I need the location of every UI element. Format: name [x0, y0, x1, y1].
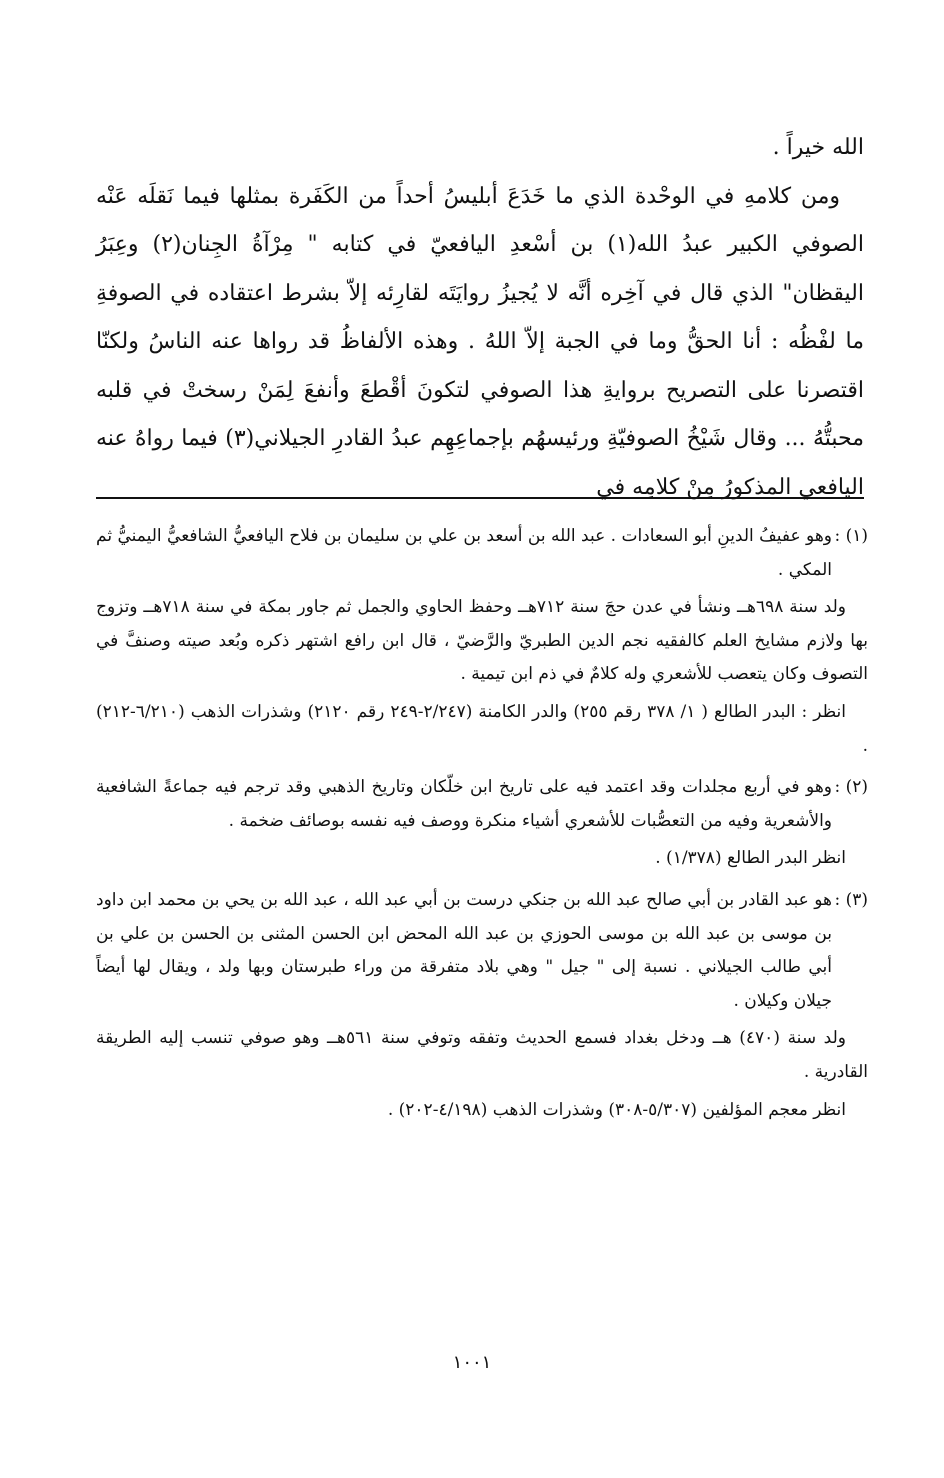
footnotes	[96, 520, 868, 1135]
footnote-text: ولد سنة (٤٧٠) هــ ودخل بغداد فسمع الحديث وتفقه وتوفي سنة ٥٦١هــ وهو صوفي تنسب إليه الطريقة القادرية .	[96, 1028, 868, 1082]
footnote-2	[96, 771, 868, 876]
footnote-text: هو عبد القادر بن أبي صالح عبد الله بن جنكي درست بن أبي عبد الله ، عبد الله بن يحي بن محمد ابن داود بن موسى بن عبد الله بن موسى الحوزي بن عبد الله المحض ابن الحسن المثنى بن الحسن بن علي بن أبي طالب الجيلاني . نسبة إلى " جيل " وهي بلاد متفرقة من وراء طبرستان وبها ولد ، ويقال لها أيضاً جيلان وكيلان .	[96, 889, 832, 1011]
footnote-reference: انظر : البدر الطالع ( ١/ ٣٧٨ رقم ٢٥٥) والدر الكامنة (٢/٢٤٧-٢٤٩ رقم ٢١٢٠) وشذرات الذهب (٦/٢١٠-٢١٢) .	[96, 701, 868, 756]
footnote-reference: انظر البدر الطالع (١/٣٧٨) .	[655, 848, 846, 869]
footnote-number: (١) :	[834, 526, 868, 546]
footnote-separator	[96, 497, 864, 499]
footnote-1	[96, 520, 868, 763]
footnote-3	[96, 884, 868, 1127]
body-first-line: الله خيراً .	[772, 135, 864, 160]
footnote-number: (٢) :	[834, 777, 868, 798]
footnote-text: وهو عفيفُ الدينِ أبو السعادات . عبد الله بن أسعد بن علي بن سليمان بن فلاح اليافعيُّ الشافعيُّ اليمنيُّ ثم المكي .	[96, 526, 832, 580]
main-text	[96, 124, 864, 512]
footnote-text: وهو في أربع مجلدات وقد اعتمد فيه على تاريخ ابن خلّكان وتاريخ الذهبي وقد ترجم فيه جماعةً الشافعية والأشعرية وفيه من التعصُّبات للأشعري أشياء منكرة ووصف فيه نفسه بوصائف ضخمة .	[96, 777, 832, 831]
footnote-text: ولد سنة ٦٩٨هــ ونشأ في عدن حجَ سنة ٧١٢هــ وحفظ الحاوي والجمل ثم جاور بمكة في سنة ٧١٨هــ وتزوج بها ولازم مشايخ العلم كالفقيه نجم الدين الطبريّ والرَّضيّ ، قال ابن رافع اشتهر ذكره وبُعد صيته وصنفَّ في التصوف وكان يتعصب للأشعري وله كلامٌ في ذم ابن تيمية .	[96, 597, 869, 685]
page-number: ١٠٠١	[452, 1352, 492, 1373]
footnote-number: (٣) :	[834, 889, 868, 910]
body-paragraph: ومن كلامهِ في الوحْدة الذي ما خَدَعَ أبليسُ أحداً من الكَفَرة بمثلها فيما نَقلَه عَنْه الصوفي الكبير عبدُ الله(١) بن أسْعدِ اليافعيّ في كتابه " مِرْآةُ الجِنان(٢) وعِبَرُ اليقظان" الذي قال في آخِره أنَّه لا يُجيزُ روايَتَه لقارِئه إلاّ بشرط اعتقاده في الصوفةِ ما لفْظُه : أنا الحقُّ وما في الجبة إلاّ اللهُ . وهذه الألفاظُ قد رواها عنه الناسُ ولكنّا اقتصرنا على التصريح بروايةِ هذا الصوفي لتكونَ أقْطعَ وأنفعَ لِمَنْ رسختْ في قلبه محبتُّهُ ... وقال شَيْخُ الصوفيّةِ ورئيسهُم بإجماعِهِم عبدُ القادرِ الجيلاني(٣) فيما رواهُ عنه اليافعي المذكورُ مِنْ كلامِه في	[96, 183, 865, 500]
footnote-reference: انظر معجم المؤلفين (٥/٣٠٧-٣٠٨) وشذرات الذهب (٤/١٩٨-٢٠٢) .	[387, 1099, 846, 1120]
